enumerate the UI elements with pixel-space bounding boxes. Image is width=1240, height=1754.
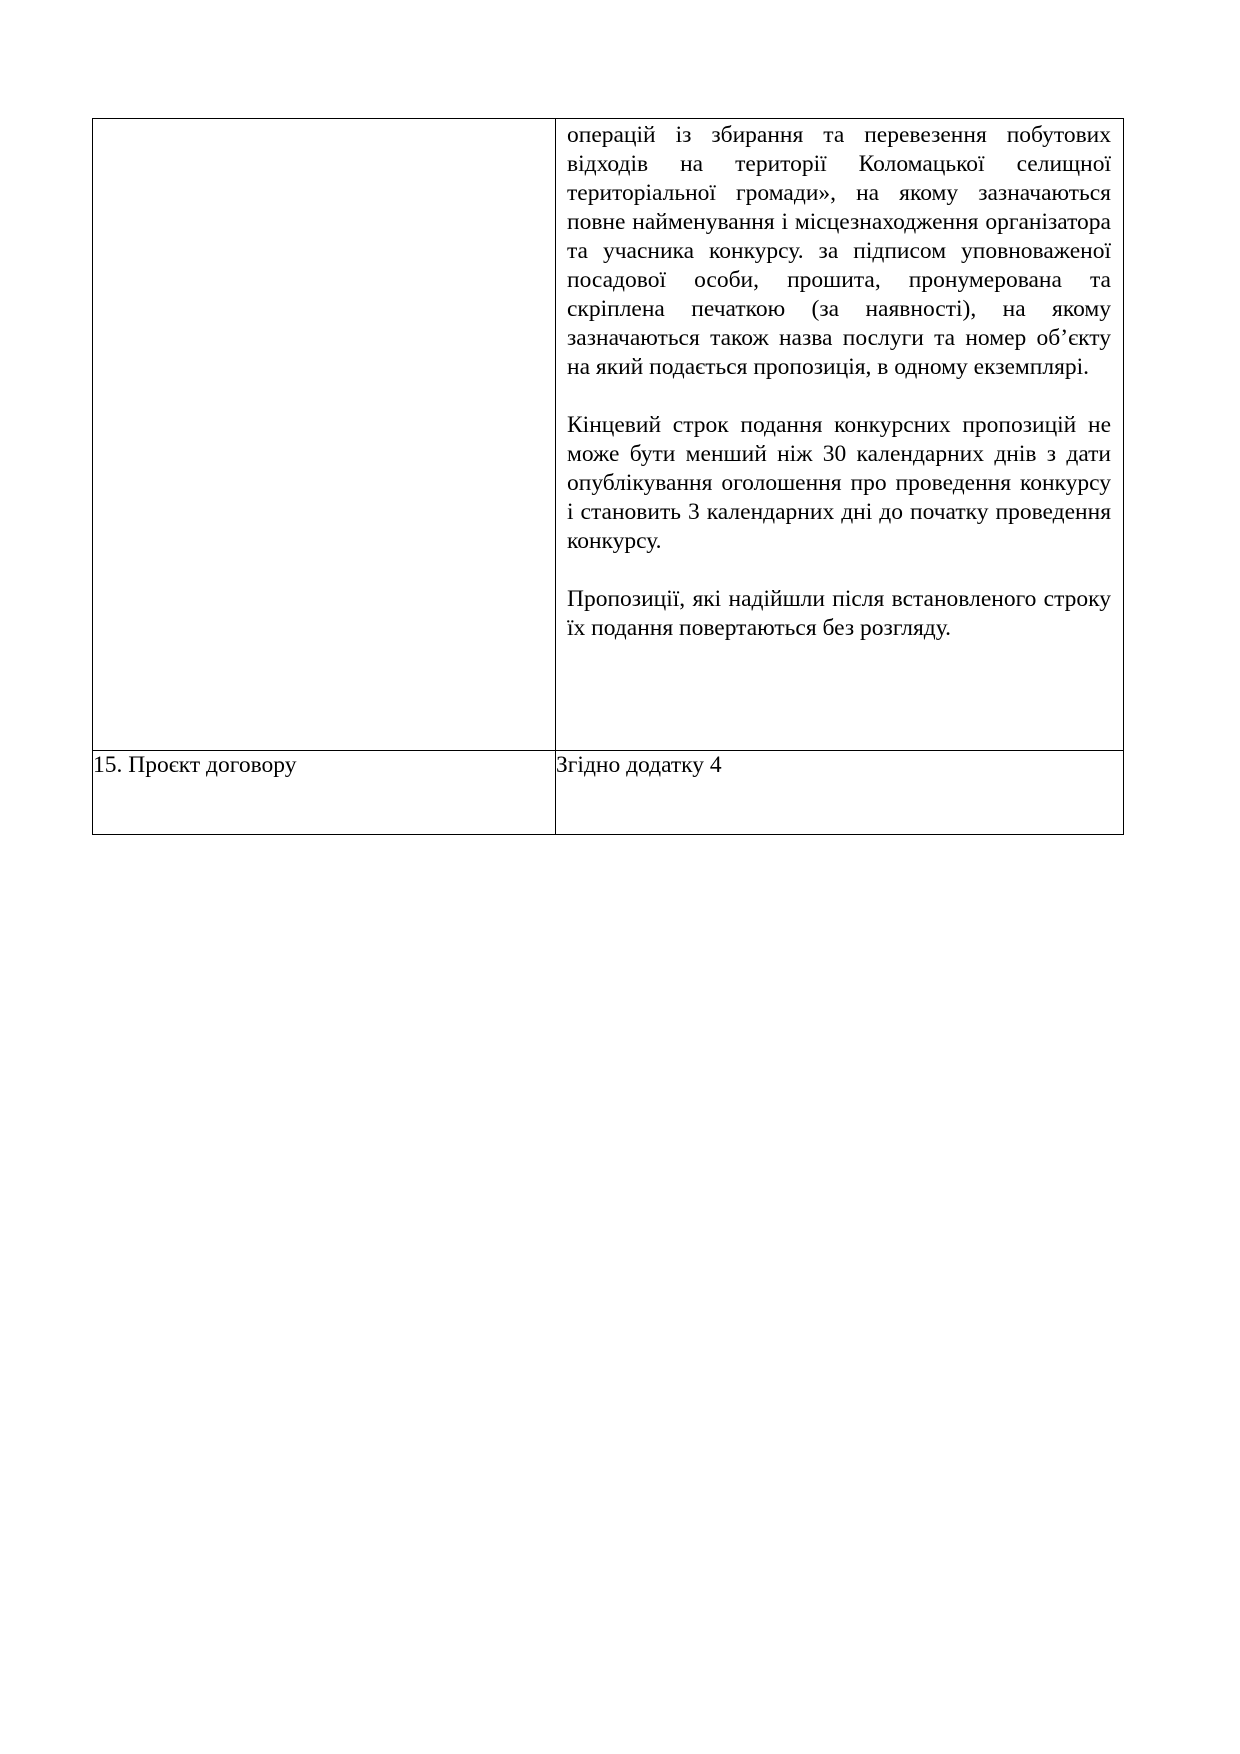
empty-label-cell xyxy=(93,119,556,751)
deadline-paragraph: Кінцевий строк подання конкурсних пропозицій не може бути менший ніж 30 календарних днів з дати опублікування оголошення про проведення конкурсу і становить 3 календарних дні до початку проведення конкурсу. xyxy=(567,412,1111,554)
late-submission-paragraph: Пропозиції, які надійшли після встановленого строку їх подання повертаються без розгляду. xyxy=(567,586,1111,641)
contract-draft-value: Згідно додатку 4 xyxy=(556,751,1124,835)
submission-requirements-cell xyxy=(556,119,1124,751)
document-table xyxy=(92,118,1124,835)
envelope-requirements-paragraph: операцій із збирання та перевезення побутових відходів на території Коломацької селищної територіальної громади», на якому зазначаються повне найменування і місцезнаходження організатора та учасника конкурсу. за підписом уповноваженої посадової особи, прошита, пронумерована та скріплена печаткою (за наявності), на якому зазначаються також назва послуги та номер об’єкту на який подається пропозиція, в одному екземплярі. xyxy=(567,122,1111,380)
table-row xyxy=(93,119,1124,751)
table-row xyxy=(93,751,1124,835)
contract-draft-label: 15. Проєкт договору xyxy=(93,751,556,835)
